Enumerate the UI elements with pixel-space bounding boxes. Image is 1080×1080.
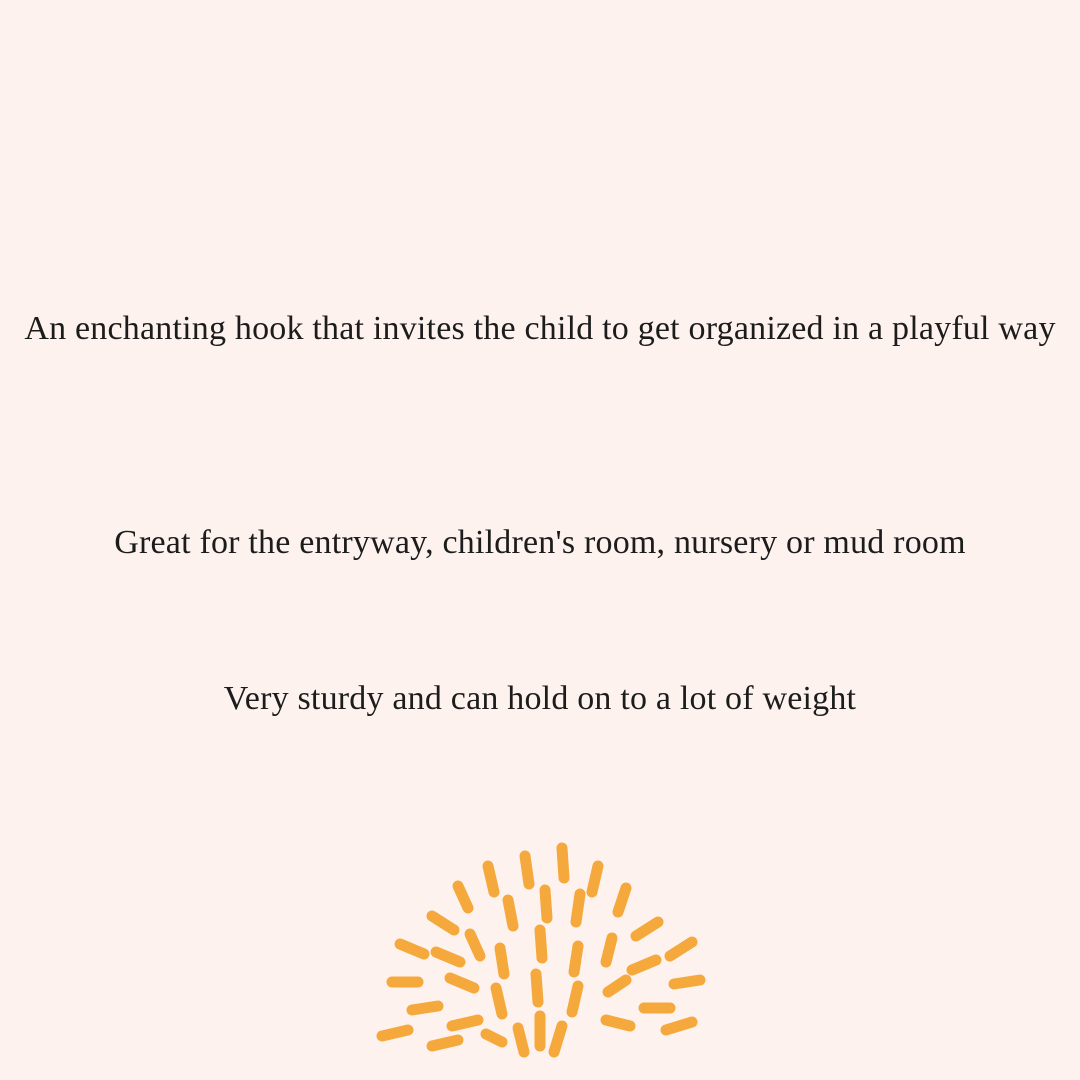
- feature-line-3: Very sturdy and can hold on to a lot of weight: [223, 680, 857, 717]
- feature-line-1: An enchanting hook that invites the child to get organized in a playful way: [24, 310, 1056, 347]
- feature-line-2: Great for the entryway, children's room, nursery or mud room: [114, 524, 966, 561]
- sunburst-dashes-icon: [340, 830, 740, 1070]
